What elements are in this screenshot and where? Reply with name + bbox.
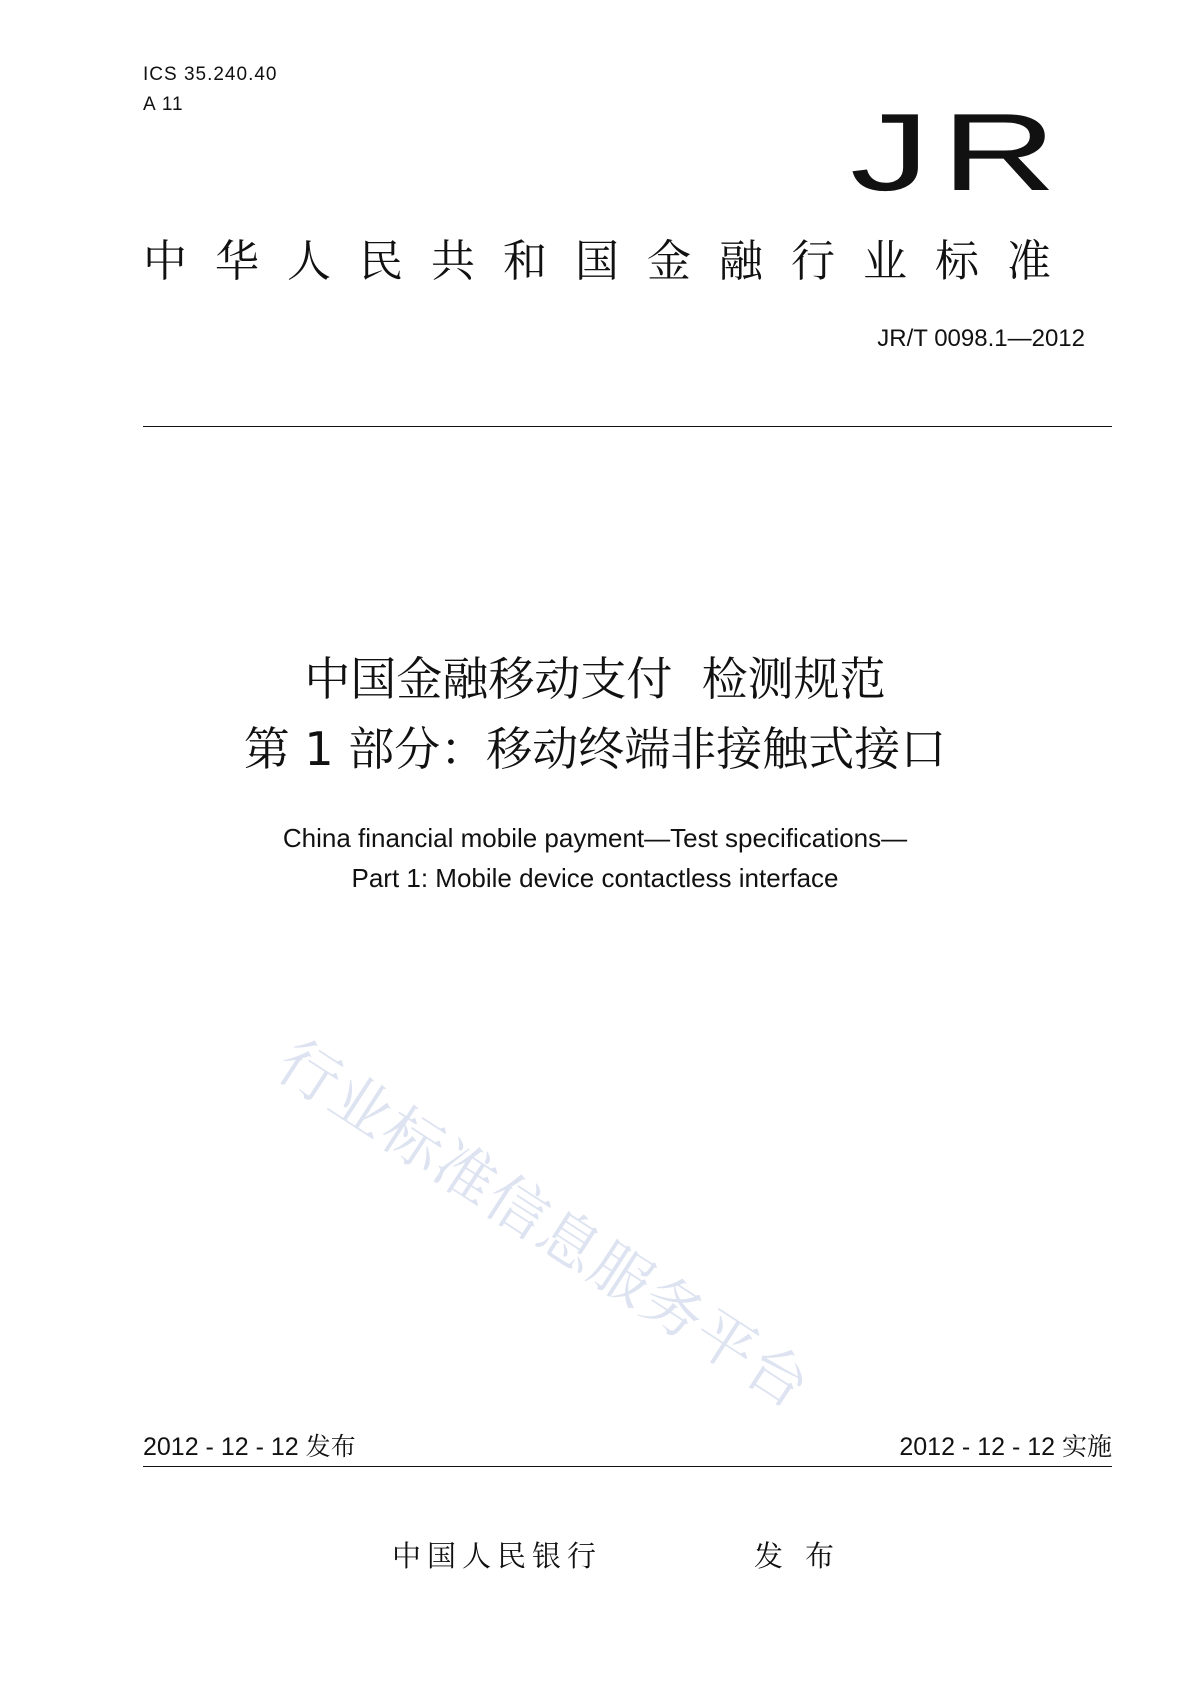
classification-codes <box>143 60 277 120</box>
bottom-divider <box>143 1466 1112 1467</box>
ccs-code: A 11 <box>143 94 184 115</box>
title-english-line2: Part 1: Mobile device contactless interface <box>351 863 839 893</box>
watermark: 行业标准信息服务平台 <box>264 1026 823 1424</box>
title-english <box>0 818 1190 898</box>
title-chinese-line2: 第 1 部分：移动终端非接触式接口 <box>243 722 947 776</box>
title-chinese-line1: 中国金融移动支付 检测规范 <box>304 652 886 706</box>
title-chinese <box>0 644 1190 784</box>
standard-category: 中华人民共和国金融行业标准 <box>143 236 1079 287</box>
issue-date: 2012 - 12 - 12 发布 <box>143 1433 356 1461</box>
jr-logo: JR <box>850 91 1069 214</box>
publish-label: 发布 <box>754 1539 857 1573</box>
title-english-line1: China financial mobile payment—Test specifications— <box>282 823 908 853</box>
publisher-name: 中国人民银行 <box>392 1539 603 1573</box>
ics-code: ICS 35.240.40 <box>143 64 278 85</box>
standard-number: JR/T 0098.1—2012 <box>877 325 1085 352</box>
top-divider <box>143 426 1112 427</box>
implementation-date: 2012 - 12 - 12 实施 <box>899 1433 1112 1461</box>
